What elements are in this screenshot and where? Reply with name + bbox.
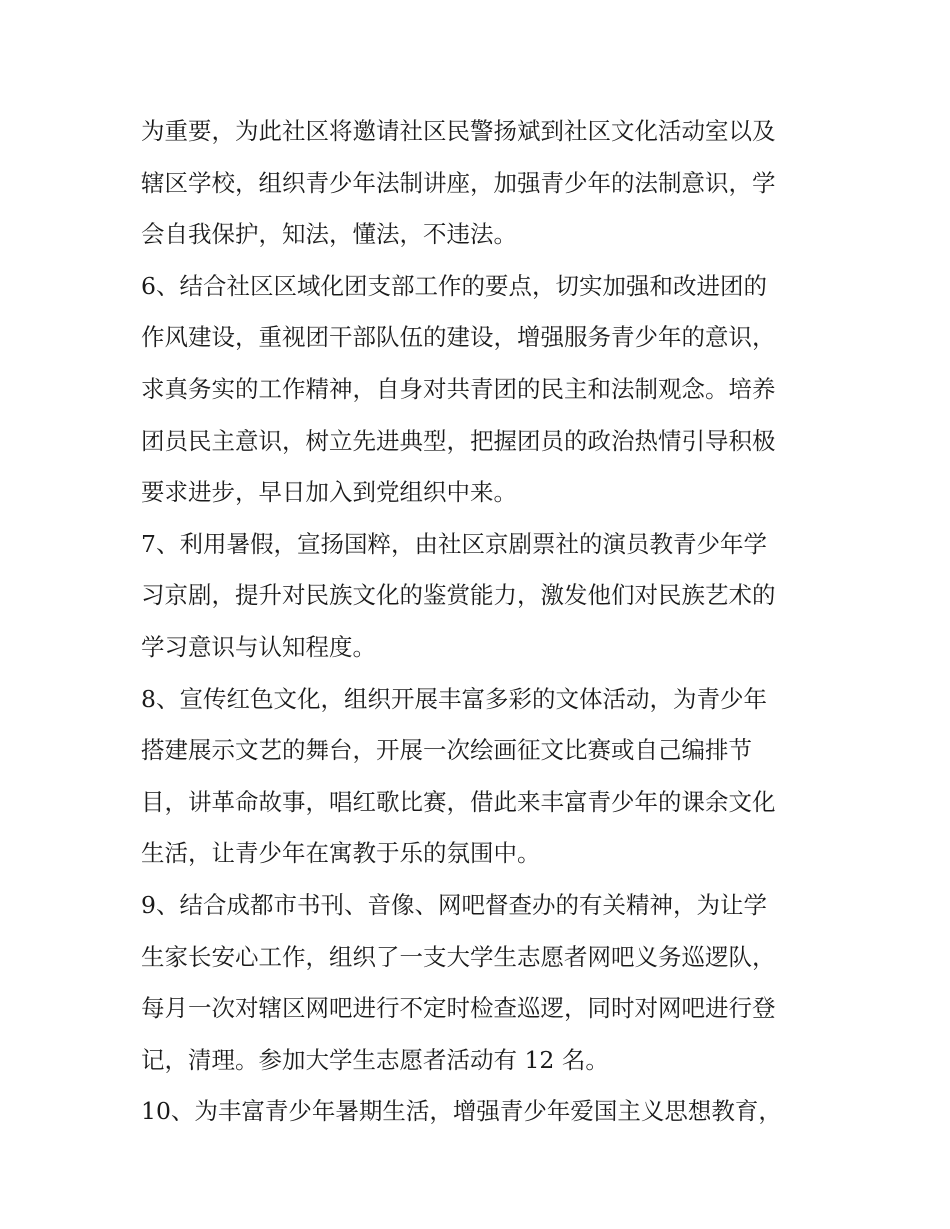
text-line: 辖区学校，组织青少年法制讲座，加强青少年的法制意识，学 [141,168,776,197]
document-body [141,106,821,1138]
text-line: 10、为丰富青少年暑期生活，增强青少年爱国主义思想教育， [141,1097,782,1126]
text-line: 生活，让青少年在寓教于乐的氛围中。 [141,839,541,868]
text-line: 会自我保护，知法，懂法，不违法。 [141,220,517,249]
text-line: 6、结合社区区域化团支部工作的要点，切实加强和改进团的 [141,271,767,300]
text-line: 9、结合成都市书刊、音像、网吧督查办的有关精神，为让学 [141,890,767,919]
text-line: 习京剧，提升对民族文化的鉴赏能力，激发他们对民族艺术的 [141,581,776,610]
text-line: 作风建设，重视团干部队伍的建设，增强服务青少年的意识， [141,323,776,352]
text-line: 要求进步，早日加入到党组织中来。 [141,478,517,507]
text-line: 目，讲革命故事，唱红歌比赛，借此来丰富青少年的课余文化 [141,787,776,816]
text-line: 为重要，为此社区将邀请社区民警扬斌到社区文化活动室以及 [141,117,776,145]
text-line: 8、宣传红色文化，组织开展丰富多彩的文体活动，为青少年 [141,684,767,713]
text-line: 每月一次对辖区网吧进行不定时检查巡逻，同时对网吧进行登 [141,994,776,1023]
text-line: 7、利用暑假，宣扬国粹，由社区京剧票社的演员教青少年学 [141,529,767,558]
text-line: 记，清理。参加大学生志愿者活动有 12 名。 [141,1045,609,1074]
text-line: 团员民主意识，树立先进典型，把握团员的政治热情引导积极 [141,426,776,455]
text-line: 求真务实的工作精神，自身对共青团的民主和法制观念。培养 [141,374,776,403]
text-line: 学习意识与认知程度。 [141,632,376,661]
text-line: 生家长安心工作，组织了一支大学生志愿者网吧义务巡逻队， [141,942,776,971]
text-line: 搭建展示文艺的舞台，开展一次绘画征文比赛或自己编排节 [141,736,752,765]
